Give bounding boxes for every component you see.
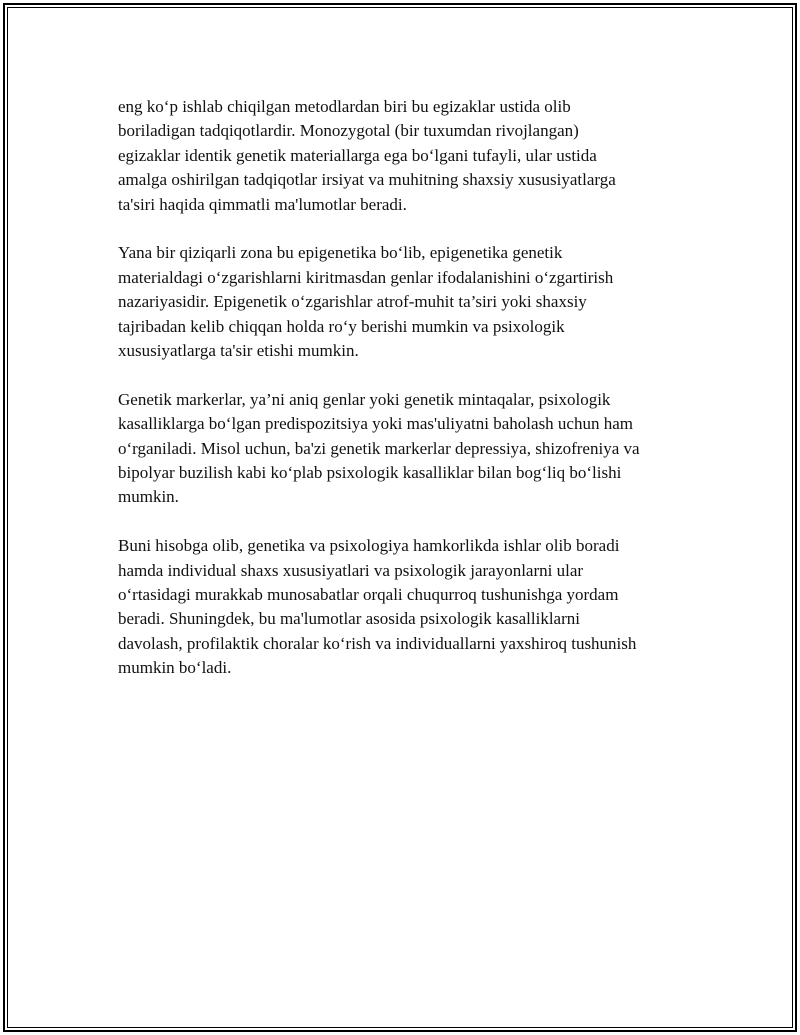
document-body xyxy=(118,95,718,705)
paragraph-genetic-markers: Genetik markerlar, ya’ni aniq genlar yoki genetik mintaqalar, psixologik kasalliklarga boʻlgan predispozitsiya yoki mas'uliyatni baholash uchun ham oʻrganiladi. Misol uchun, ba'zi genetik markerlar depressiya, shizofreniya va bipolyar buzilish kabi koʻplab psixologik kasalliklar bilan bogʻliq boʻlishi mumkin. xyxy=(118,389,640,507)
paragraph-conclusion: Buni hisobga olib, genetika va psixologiya hamkorlikda ishlar olib boradi hamda individual shaxs xususiyatlari va psixologik jarayonlarni ular oʻrtasidagi murakkab munosabatlar orqali chuqurroq tushunishga yordam beradi. Shuningdek, bu ma'lumotlar asosida psixologik kasalliklarni davolash, profilaktik choralar koʻrish va individuallarni yaxshiroq tushunish mumkin boʻladi. xyxy=(118,536,637,678)
paragraph-epigenetics: Yana bir qiziqarli zona bu epigenetika boʻlib, epigenetika genetik materialdagi oʻzgarishlarni kiritmasdan genlar ifodalanishini oʻzgartirish nazariyasidir. Epigenetik oʻzgarishlar atrof-muhit ta’siri yoki shaxsiy tajribadan kelib chiqqan holda roʻy berishi mumkin va psixologik xususiyatlarga ta'sir etishi mumkin. xyxy=(118,243,614,361)
paragraph-twin-studies: eng koʻp ishlab chiqilgan metodlardan biri bu egizaklar ustida olib boriladigan tadqiqotlardir. Monozygotal (bir tuxumdan rivojlangan) egizaklar identik genetik materiallarga ega boʻlgani tufayli, ular ustida amalga oshirilgan tadqiqotlar irsiyat va muhitning shaxsiy xususiyatlarga ta'siri haqida qimmatli ma'lumotlar beradi. xyxy=(118,97,616,214)
